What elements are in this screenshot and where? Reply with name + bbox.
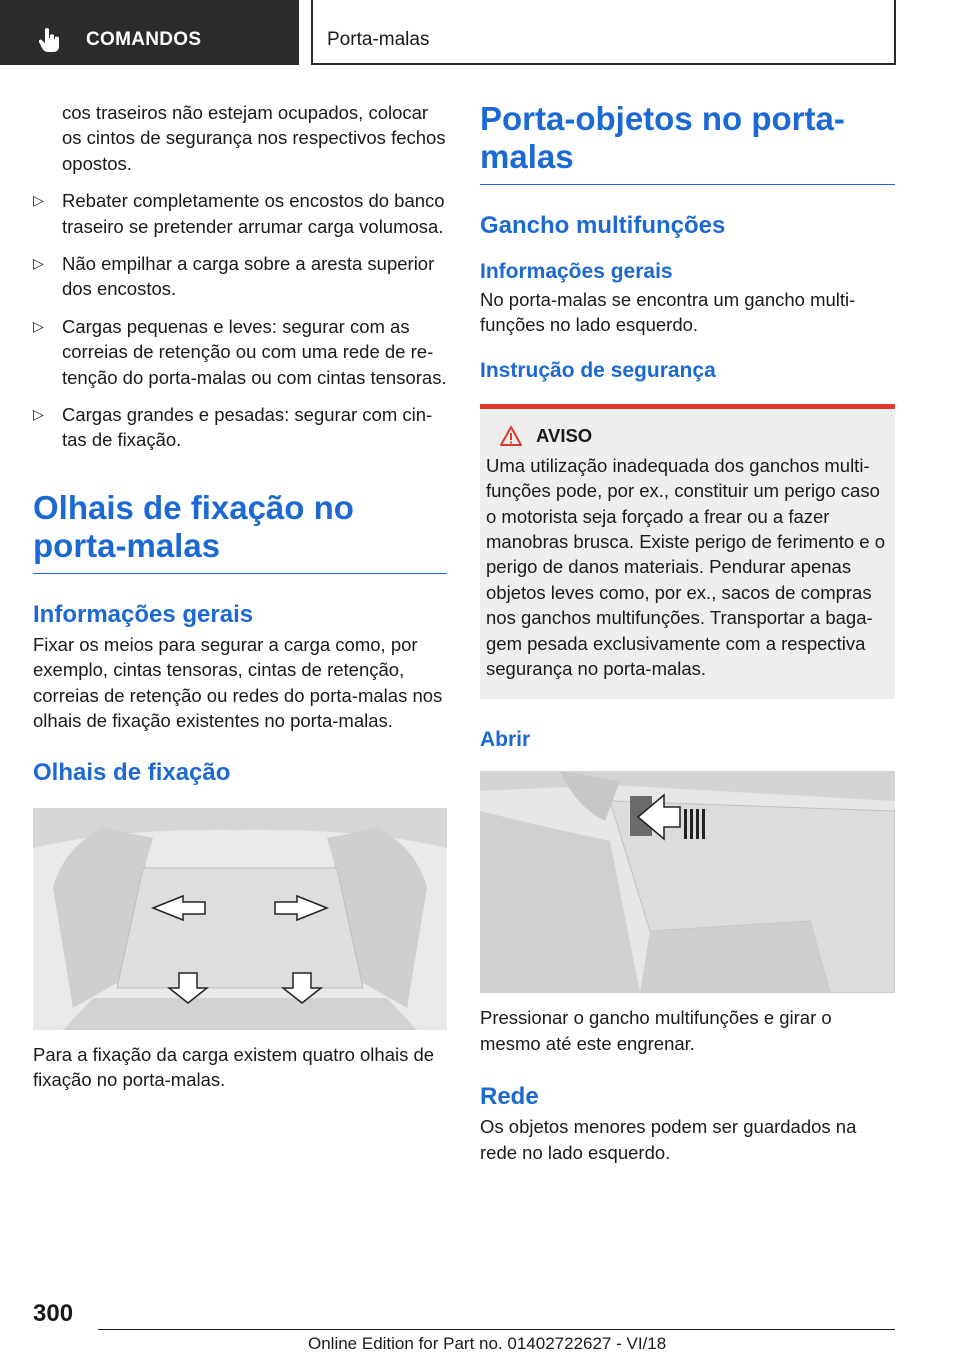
section-heading: Olhais de fixação no porta-malas [33,489,447,574]
info-paragraph: No porta-malas se encontra um gancho multifunções no lado esquerdo. [480,289,856,336]
section-title: COMANDOS [86,29,202,50]
list-item: ▷ Cargas pequenas e leves: segurar com as correias de retenção ou com uma rede de retenção do porta-malas ou com cintas tensoras. [33,315,447,388]
multifunction-hook-image [480,771,895,993]
warning-title: AVISO [536,424,593,446]
list-item: ▷ Não empilhar a carga sobre a aresta superior dos encostos. [33,253,435,300]
subsection-heading: Gancho multifunções [480,212,726,239]
trunk-lashing-eyes-image [33,808,447,1030]
edition-note: Online Edition for Part no. 01402722627 - VI/18 [308,1334,667,1353]
warning-triangle-icon [500,426,522,446]
subsection-heading: Olhais de fixação [33,758,231,786]
hand-pointer-icon [38,27,62,53]
info-paragraph: Fixar os meios para segurar a carga como, por exemplo, cintas tensoras, cintas de retenção, correias de retenção ou redes do porta-malas nos olhais de fixação existentes no porta-malas. [33,633,443,732]
continued-bullet-text: cos traseiros não estejam ocupados, colocar os cintos de segurança nos respectivos fechos opostos. [62,102,446,174]
figure-caption: Pressionar o gancho multifunções e girar o mesmo até este engrenar. [480,1007,832,1054]
section-heading: Porta-objetos no porta-malas [480,100,895,185]
list-item: ▷ Cargas grandes e pesadas: segurar com cintas de fixação. [33,404,433,451]
bullet-marker: ▷ [33,255,44,272]
footer-divider [98,1329,895,1330]
list-item: ▷ Rebater completamente os encostos do banco traseiro se pretender arrumar carga volumosa. [33,190,445,237]
topic-heading: Abrir [480,728,531,752]
page-header [311,0,896,65]
warning-box [480,404,895,700]
net-paragraph: Os objetos menores podem ser guardados na rede no lado esquerdo. [480,1116,857,1163]
section-tab [0,0,299,65]
topic-heading: Informações gerais [480,260,673,283]
bullet-marker: ▷ [33,406,44,423]
bullet-marker: ▷ [33,317,44,334]
figure-caption: Para a fixação da carga existem quatro olhais de fixação no porta-malas. [33,1043,435,1090]
right-column [480,100,895,1165]
topic-heading: Instrução de segurança [480,358,716,382]
bullet-marker: ▷ [33,192,44,209]
left-column [33,100,447,1092]
page-number: 300 [33,1300,74,1327]
subsection-heading: Informações gerais [33,600,254,628]
bullet-list [33,188,447,453]
warning-text: Uma utilização inadequada dos ganchos multifunções pode, por ex., constituir um perigo caso o motorista seja forçado a frear ou a fazer manobras brusca. Existe perigo de ferimento e o perigo de danos materiais. Pendurar apenas objetos leves como, por ex., sacos de compras nos ganchos multifunções. Transportar a bagagem pesada exclusivamente com a respectiva segurança no porta-malas. [486,454,885,680]
subsection-heading: Rede [480,1083,539,1111]
page-title: Porta-malas [327,29,430,50]
